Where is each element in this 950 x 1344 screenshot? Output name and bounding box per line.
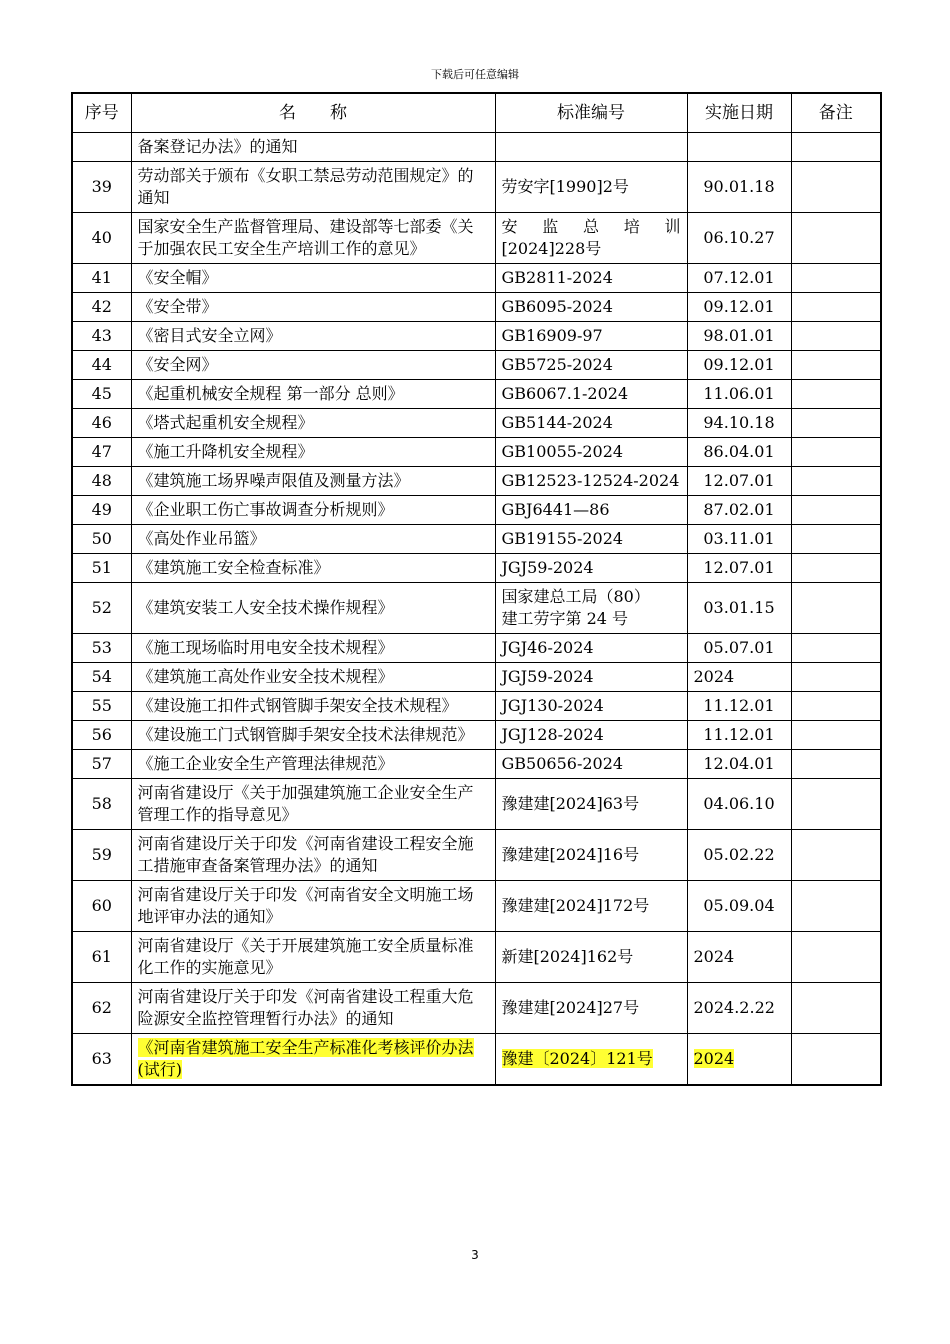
row-date: 94.10.18 (687, 409, 791, 438)
row-date: 05.02.22 (687, 830, 791, 881)
row-name: 《安全帽》 (131, 264, 495, 293)
row-number: 42 (72, 293, 131, 322)
table-row (72, 525, 881, 554)
row-date: 98.01.01 (687, 322, 791, 351)
row-name: 《起重机械安全规程 第一部分 总则》 (131, 380, 495, 409)
row-code: GB10055-2024 (495, 438, 687, 467)
row-code: GB6067.1-2024 (495, 380, 687, 409)
row-note (791, 692, 881, 721)
row-date: 12.04.01 (687, 750, 791, 779)
row-name: 《密目式安全立网》 (131, 322, 495, 351)
row-code: JGJ128-2024 (495, 721, 687, 750)
row-number: 51 (72, 554, 131, 583)
row-number: 48 (72, 467, 131, 496)
row-date (687, 133, 791, 162)
table-row (72, 663, 881, 692)
row-date: 2024 (687, 932, 791, 983)
row-code: JGJ130-2024 (495, 692, 687, 721)
row-number: 40 (72, 213, 131, 264)
row-number: 47 (72, 438, 131, 467)
column-header-code: 标准编号 (495, 93, 687, 133)
row-date: 11.12.01 (687, 721, 791, 750)
table-row (72, 1034, 881, 1086)
row-number: 61 (72, 932, 131, 983)
row-code-line: [2024]228号 (501, 239, 602, 258)
row-number: 54 (72, 663, 131, 692)
table-row (72, 983, 881, 1034)
row-note (791, 779, 881, 830)
row-note (791, 496, 881, 525)
row-note (791, 881, 881, 932)
column-header-name: 名 称 (131, 93, 495, 133)
row-note (791, 830, 881, 881)
row-code (495, 1034, 687, 1086)
row-name: 《高处作业吊篮》 (131, 525, 495, 554)
row-note (791, 554, 881, 583)
row-code: 豫建建[2024]63号 (495, 779, 687, 830)
row-number: 41 (72, 264, 131, 293)
table-row (72, 213, 881, 264)
row-date: 09.12.01 (687, 351, 791, 380)
row-note (791, 409, 881, 438)
row-code: GB2811-2024 (495, 264, 687, 293)
row-note (791, 213, 881, 264)
row-code: GBJ6441—86 (495, 496, 687, 525)
row-number: 46 (72, 409, 131, 438)
row-code: 劳安字[1990]2号 (495, 162, 687, 213)
row-number: 58 (72, 779, 131, 830)
row-code: JGJ59-2024 (495, 554, 687, 583)
row-note (791, 351, 881, 380)
row-number: 43 (72, 322, 131, 351)
highlighted-text: 豫建〔2024〕121号 (501, 1049, 653, 1068)
row-date: 09.12.01 (687, 293, 791, 322)
table-row (72, 380, 881, 409)
row-note (791, 932, 881, 983)
table-row (72, 264, 881, 293)
row-code: 豫建建[2024]172号 (495, 881, 687, 932)
page-number: 3 (471, 1248, 479, 1262)
row-code (495, 133, 687, 162)
table-row (72, 467, 881, 496)
row-note (791, 525, 881, 554)
table-row (72, 438, 881, 467)
table-row (72, 162, 881, 213)
row-number: 57 (72, 750, 131, 779)
table-row (72, 554, 881, 583)
row-code: GB6095-2024 (495, 293, 687, 322)
row-number: 49 (72, 496, 131, 525)
row-name: 国家安全生产监督管理局、建设部等七部委《关于加强农民工安全生产培训工作的意见》 (131, 213, 495, 264)
row-note (791, 634, 881, 663)
row-date: 11.06.01 (687, 380, 791, 409)
table-row (72, 496, 881, 525)
row-name: 《企业职工伤亡事故调查分析规则》 (131, 496, 495, 525)
row-date: 05.07.01 (687, 634, 791, 663)
row-name: 《施工升降机安全规程》 (131, 438, 495, 467)
row-note (791, 380, 881, 409)
row-number: 59 (72, 830, 131, 881)
table-row (72, 583, 881, 634)
row-date: 2024 (687, 663, 791, 692)
row-code: JGJ46-2024 (495, 634, 687, 663)
column-header-note: 备注 (791, 93, 881, 133)
row-name: 河南省建设厅关于印发《河南省安全文明施工场地评审办法的通知》 (131, 881, 495, 932)
row-note (791, 438, 881, 467)
table-row (72, 881, 881, 932)
row-date: 12.07.01 (687, 554, 791, 583)
page-header: 下载后可任意编辑 (431, 68, 519, 81)
row-name: 备案登记办法》的通知 (131, 133, 495, 162)
row-code: GB50656-2024 (495, 750, 687, 779)
table-row (72, 692, 881, 721)
table-row (72, 293, 881, 322)
row-code: GB12523-12524-2024 (495, 467, 687, 496)
row-date: 03.11.01 (687, 525, 791, 554)
table-row (72, 634, 881, 663)
standards-table (71, 92, 882, 1086)
row-note (791, 721, 881, 750)
row-name: 《安全网》 (131, 351, 495, 380)
row-note (791, 663, 881, 692)
row-note (791, 750, 881, 779)
row-date: 11.12.01 (687, 692, 791, 721)
row-name: 河南省建设厅关于印发《河南省建设工程安全施工措施审查备案管理办法》的通知 (131, 830, 495, 881)
row-date: 06.10.27 (687, 213, 791, 264)
row-date: 90.01.18 (687, 162, 791, 213)
row-code (495, 583, 687, 634)
row-date: 07.12.01 (687, 264, 791, 293)
row-date: 04.06.10 (687, 779, 791, 830)
highlighted-text: 《河南省建筑施工安全生产标准化考核评价办法(试行) (137, 1038, 474, 1079)
column-header-number: 序号 (72, 93, 131, 133)
row-note (791, 264, 881, 293)
row-code: GB19155-2024 (495, 525, 687, 554)
row-code: GB5144-2024 (495, 409, 687, 438)
row-code-line: 国家建总工局（80） (501, 587, 650, 606)
row-number: 60 (72, 881, 131, 932)
row-date: 05.09.04 (687, 881, 791, 932)
row-name: 《施工现场临时用电安全技术规程》 (131, 634, 495, 663)
row-note (791, 1034, 881, 1086)
row-name (131, 1034, 495, 1086)
row-date (687, 1034, 791, 1086)
row-note (791, 293, 881, 322)
row-code-line: 建工劳字第 24 号 (501, 609, 629, 628)
row-date: 86.04.01 (687, 438, 791, 467)
row-note (791, 133, 881, 162)
row-note (791, 322, 881, 351)
row-number: 55 (72, 692, 131, 721)
table-row (72, 830, 881, 881)
row-name: 《建设施工门式钢管脚手架安全技术法律规范》 (131, 721, 495, 750)
column-header-date: 实施日期 (687, 93, 791, 133)
row-name: 《建筑安装工人安全技术操作规程》 (131, 583, 495, 634)
row-note (791, 583, 881, 634)
row-name: 《建筑施工场界噪声限值及测量方法》 (131, 467, 495, 496)
row-code: 豫建建[2024]16号 (495, 830, 687, 881)
row-name: 劳动部关于颁布《女职工禁忌劳动范围规定》的通知 (131, 162, 495, 213)
row-date: 12.07.01 (687, 467, 791, 496)
row-note (791, 162, 881, 213)
row-number: 45 (72, 380, 131, 409)
table-header-row (72, 93, 881, 133)
table-row (72, 351, 881, 380)
row-name: 《建筑施工安全检查标准》 (131, 554, 495, 583)
table-row (72, 721, 881, 750)
row-name: 《安全带》 (131, 293, 495, 322)
row-date: 03.01.15 (687, 583, 791, 634)
row-name: 《塔式起重机安全规程》 (131, 409, 495, 438)
row-number: 52 (72, 583, 131, 634)
row-code: JGJ59-2024 (495, 663, 687, 692)
table-row (72, 779, 881, 830)
highlighted-text: 2024 (693, 1049, 735, 1068)
row-name: 《建筑施工高处作业安全技术规程》 (131, 663, 495, 692)
table-row (72, 932, 881, 983)
row-number: 53 (72, 634, 131, 663)
row-number: 56 (72, 721, 131, 750)
row-code: GB16909-97 (495, 322, 687, 351)
row-number (72, 133, 131, 162)
row-code: 新建[2024]162号 (495, 932, 687, 983)
row-number: 50 (72, 525, 131, 554)
table-row (72, 322, 881, 351)
row-code-line: 安 监 总 培 训 (501, 217, 681, 236)
table-row (72, 133, 881, 162)
row-name: 河南省建设厅《关于加强建筑施工企业安全生产管理工作的指导意见》 (131, 779, 495, 830)
row-number: 39 (72, 162, 131, 213)
row-number: 44 (72, 351, 131, 380)
row-code (495, 213, 687, 264)
row-number: 63 (72, 1034, 131, 1086)
row-code: 豫建建[2024]27号 (495, 983, 687, 1034)
row-name: 河南省建设厅关于印发《河南省建设工程重大危险源安全监控管理暂行办法》的通知 (131, 983, 495, 1034)
row-date: 2024.2.22 (687, 983, 791, 1034)
row-name: 《建设施工扣件式钢管脚手架安全技术规程》 (131, 692, 495, 721)
table-row (72, 409, 881, 438)
row-name: 河南省建设厅《关于开展建筑施工安全质量标准化工作的实施意见》 (131, 932, 495, 983)
row-code: GB5725-2024 (495, 351, 687, 380)
row-note (791, 983, 881, 1034)
row-name: 《施工企业安全生产管理法律规范》 (131, 750, 495, 779)
row-date: 87.02.01 (687, 496, 791, 525)
row-number: 62 (72, 983, 131, 1034)
table-row (72, 750, 881, 779)
row-note (791, 467, 881, 496)
